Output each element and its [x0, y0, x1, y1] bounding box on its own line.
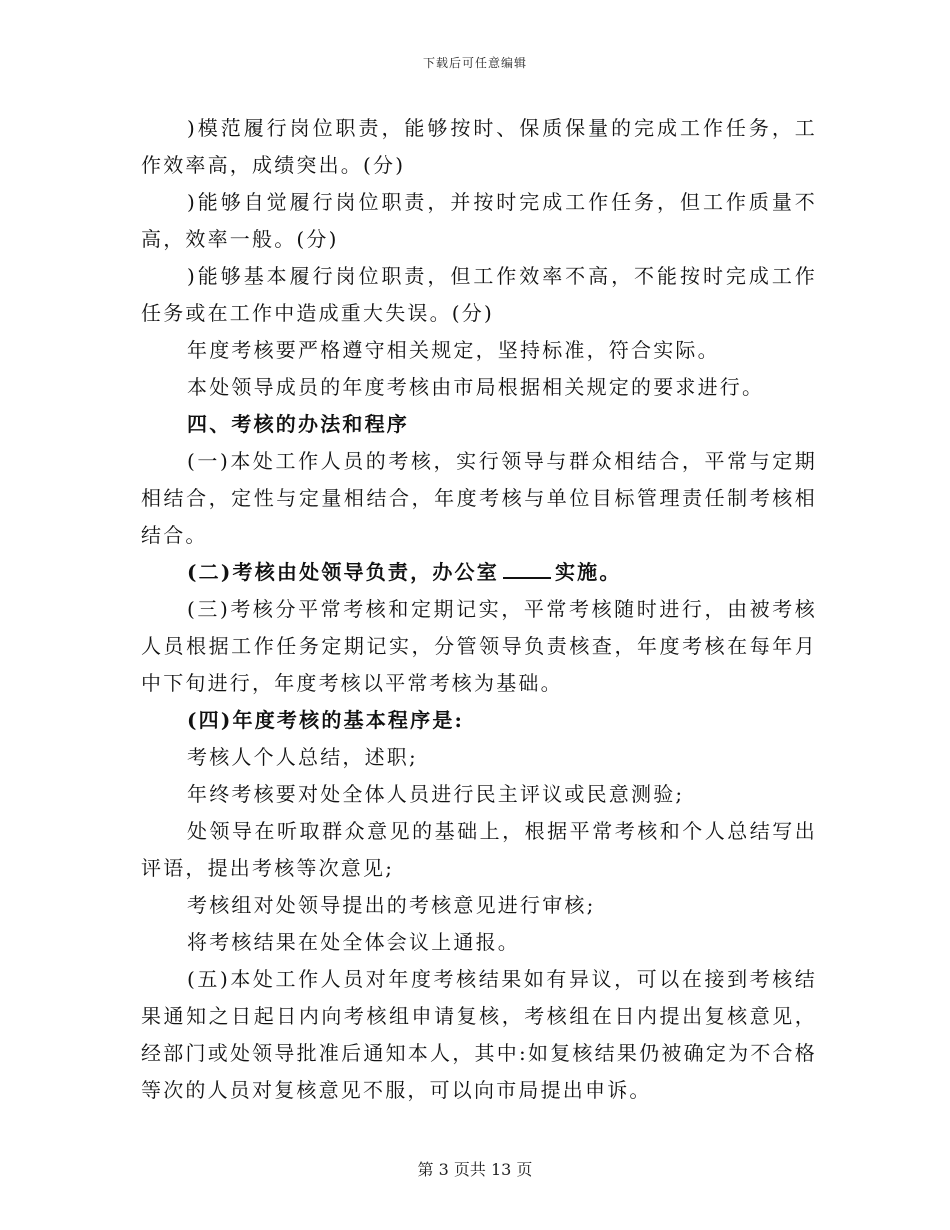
procedure-step-summary: 考核人个人总结，述职; [187, 745, 418, 769]
page-header-note: 下载后可任意编辑 [422, 56, 527, 70]
paragraph-item-4-heading: (四)年度考核的基本程序是: [187, 708, 465, 732]
paragraph-leadership-review: 本处领导成员的年度考核由市局根据相关规定的要求进行。 [187, 375, 765, 399]
paragraph-item-2 [141, 554, 817, 591]
section-heading-methods: 四、考核的办法和程序 [187, 412, 409, 436]
fill-in-blank [503, 563, 551, 579]
paragraph-strict-rules: 年度考核要严格遵守相关规定，坚持标准，符合实际。 [187, 338, 720, 362]
paragraph-grade-basic: )能够基本履行岗位职责，但工作效率不高，不能按时完成工作任务或在工作中造成重大失误。(分) [141, 264, 817, 325]
paragraph-item-5: (五)本处工作人员对年度考核结果如有异议，可以在接到考核结果通知之日起日内向考核组申请复核，考核组在日内提出复核意见，经部门或处领导批准后通知本人，其中:如复核结果仍被确定为不合格等次的人员对复核意见不服，可以向市局提出申诉。 [141, 967, 817, 1102]
procedure-step-comments: 处领导在听取群众意见的基础上，根据平常考核和个人总结写出评语，提出考核等次意见; [141, 819, 817, 880]
paragraph-item-3: (三)考核分平常考核和定期记实，平常考核随时进行，由被考核人员根据工作任务定期记实，分管领导负责核查，年度考核在每年月中下旬进行，年度考核以平常考核为基础。 [141, 597, 817, 695]
document-body [141, 110, 817, 1109]
item-2-text-after: 实施。 [554, 560, 622, 584]
procedure-step-evaluation: 年终考核要对处全体人员进行民主评议或民意测验; [187, 782, 685, 806]
page-number: 第 3 页共 13 页 [417, 1160, 533, 1179]
procedure-step-audit: 考核组对处领导提出的考核意见进行审核; [187, 893, 596, 917]
paragraph-grade-excellent: )模范履行岗位职责，能够按时、保质保量的完成工作任务，工作效率高，成绩突出。(分) [141, 116, 817, 177]
procedure-step-announce: 将考核结果在处全体会议上通报。 [187, 930, 520, 954]
paragraph-grade-competent: )能够自觉履行岗位职责，并按时完成工作任务，但工作质量不高，效率一般。(分) [141, 190, 817, 251]
paragraph-item-1: (一)本处工作人员的考核，实行领导与群众相结合，平常与定期相结合，定性与定量相结合，年度考核与单位目标管理责任制考核相结合。 [141, 449, 817, 547]
item-2-text-before: (二)考核由处领导负责，办公室 [187, 560, 499, 584]
